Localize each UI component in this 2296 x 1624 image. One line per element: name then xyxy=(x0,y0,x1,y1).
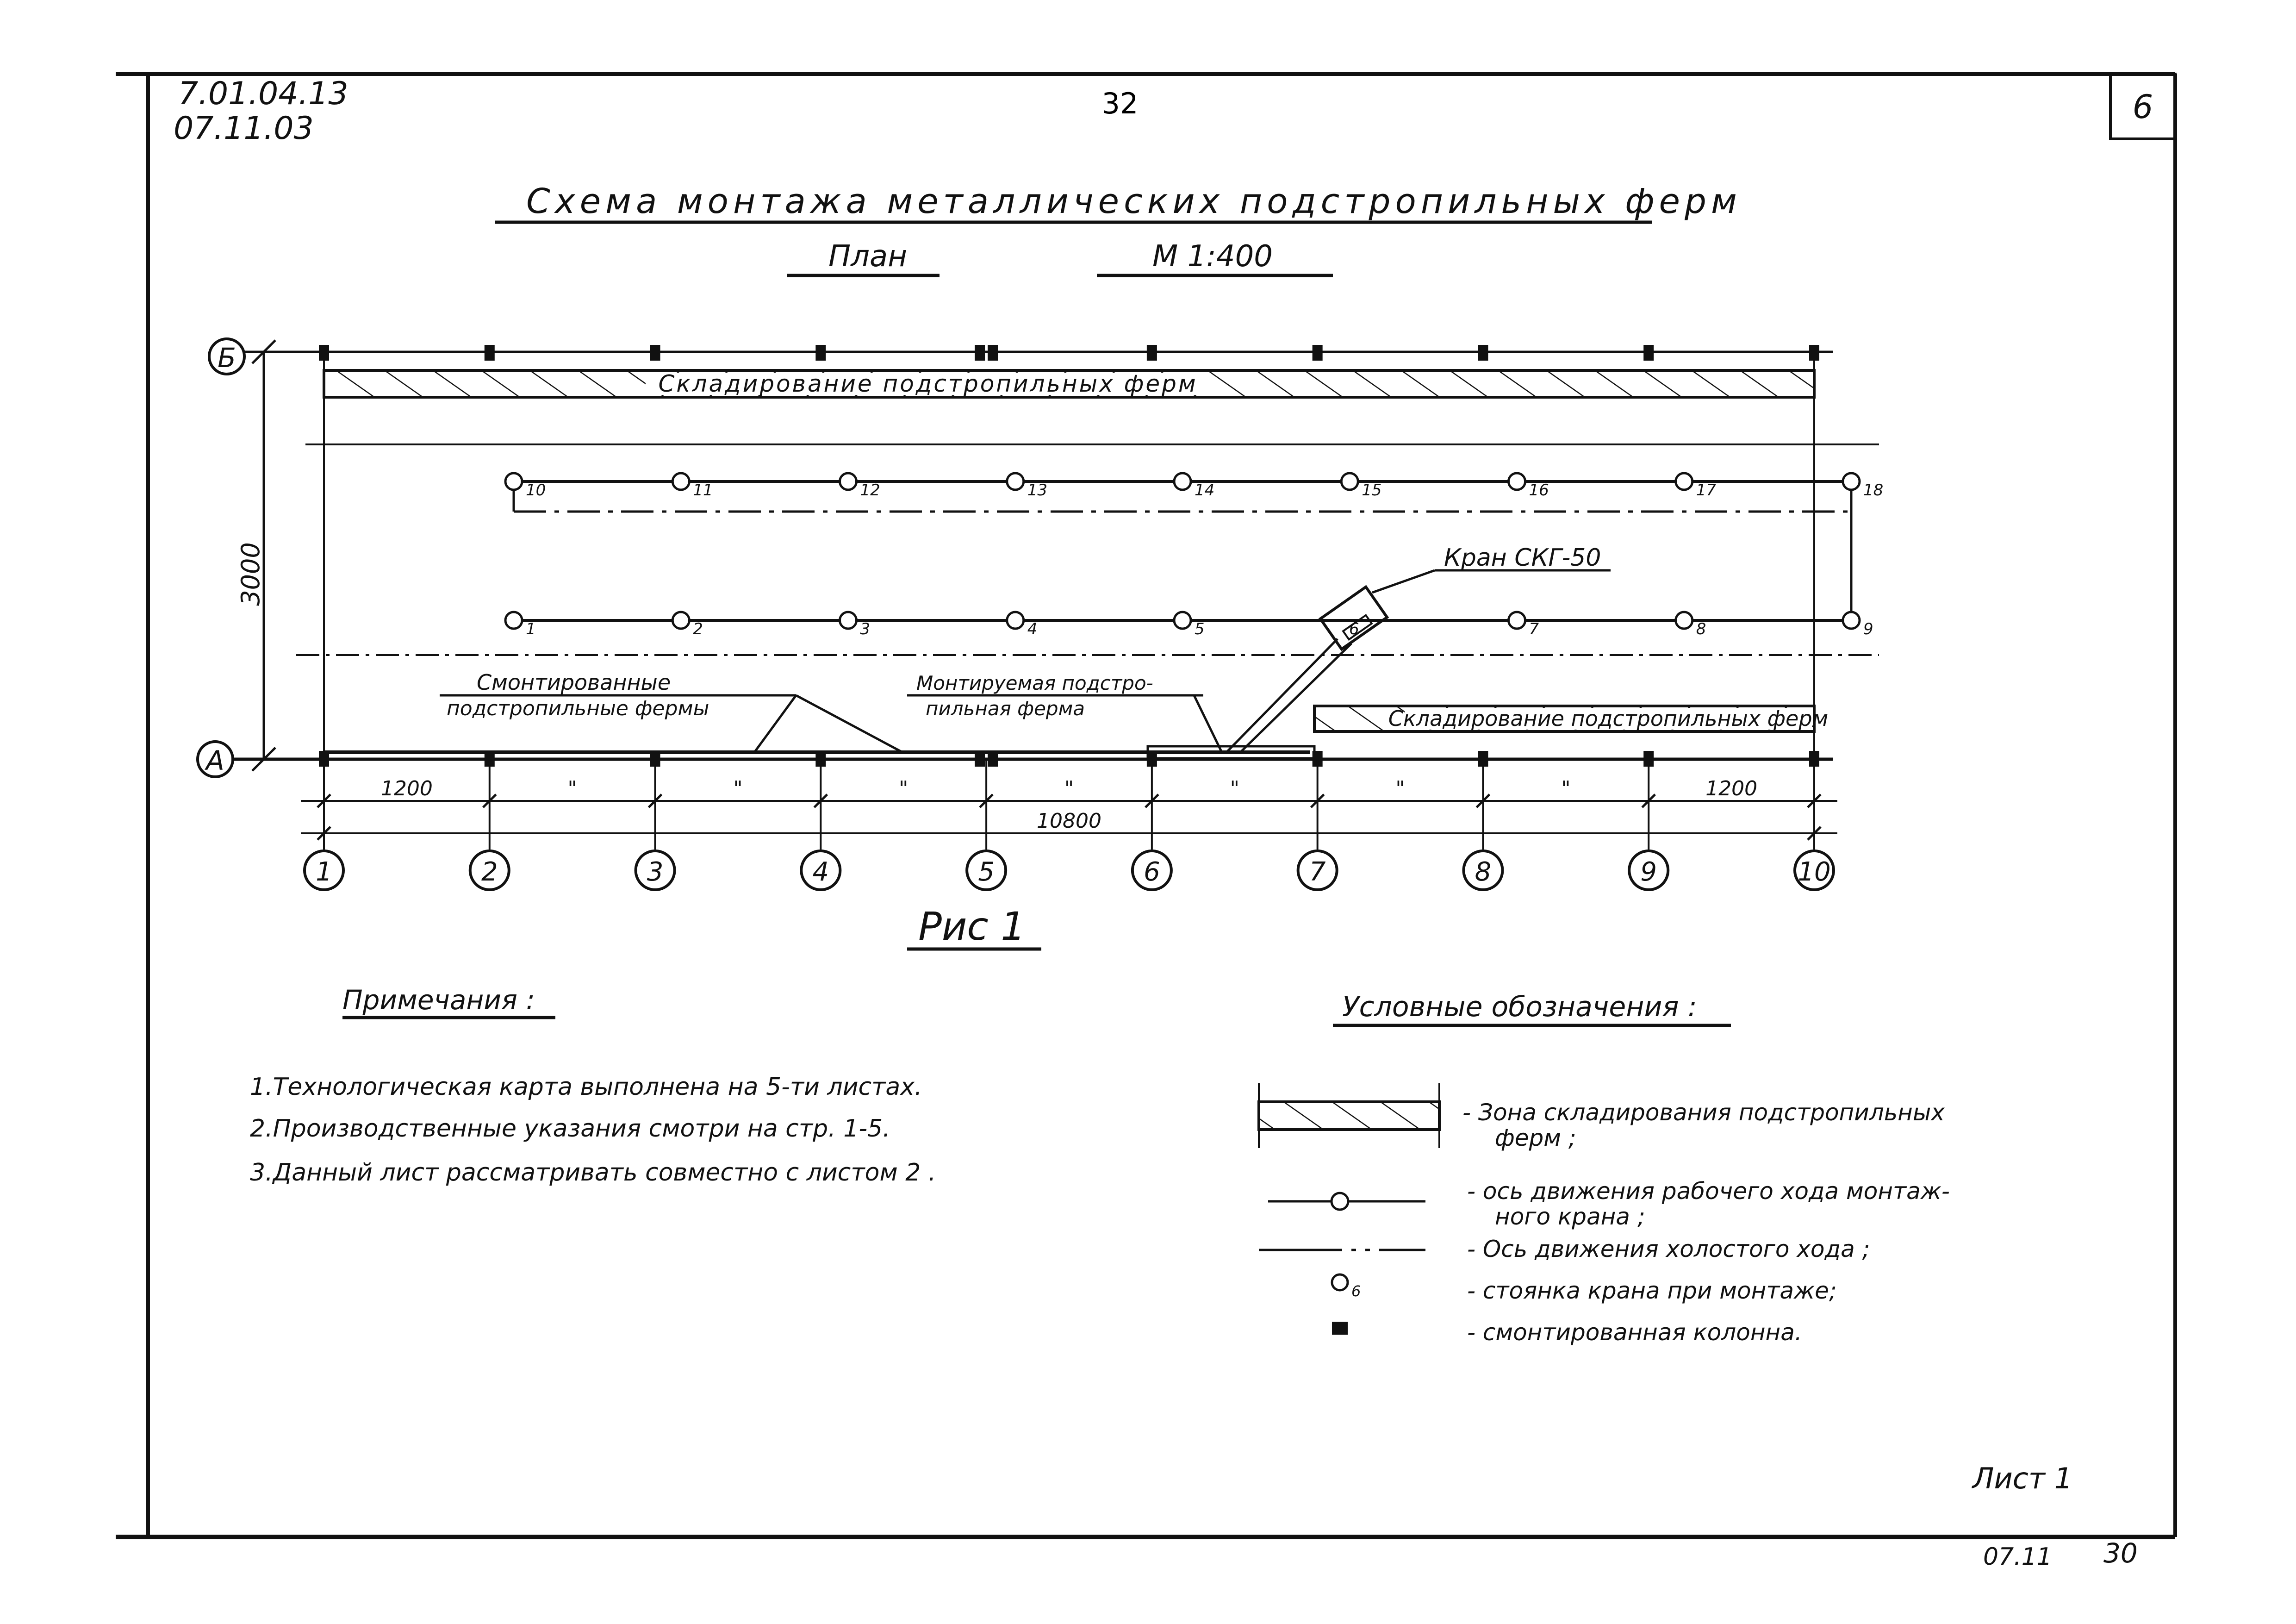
svg-text:- Ось движения холостого хода: - Ось движения холостого хода ; xyxy=(1467,1236,1870,1262)
svg-text:- смонтированная колонна.: - смонтированная колонна. xyxy=(1467,1319,1802,1346)
axis-number: 2 xyxy=(481,857,498,887)
crane-stop xyxy=(1174,473,1191,490)
crane-stop-label: 8 xyxy=(1696,620,1706,638)
footer-number: 30 xyxy=(2103,1537,2138,1569)
crane-stop xyxy=(505,612,522,629)
svg-text:пильная ферма: пильная ферма xyxy=(926,697,1085,720)
crane-stop-label: 4 xyxy=(1027,620,1038,638)
dim-segment-label: 1200 xyxy=(1705,777,1758,800)
mounted-trusses-callout xyxy=(440,670,902,752)
axis-number: 3 xyxy=(647,857,664,887)
notes-title: Примечания : xyxy=(342,984,535,1016)
crane-stops xyxy=(505,473,1883,638)
crane-stop-label: 17 xyxy=(1696,481,1717,500)
drawing-title: Схема монтажа металлических подстропильных ферм xyxy=(526,181,1742,221)
svg-text:6: 6 xyxy=(1351,1282,1361,1300)
mounted-column-b xyxy=(650,345,660,361)
crane-stop-label: 16 xyxy=(1529,481,1549,500)
storage-label-top: Складирование подстропильных ферм xyxy=(658,370,1198,397)
page-number: 32 xyxy=(1101,87,1139,120)
crane-stop xyxy=(840,612,857,629)
dim-segment-label: " xyxy=(1561,777,1571,800)
plan-label: План xyxy=(828,239,908,274)
title-block xyxy=(495,181,1742,275)
footer xyxy=(1972,1462,2138,1571)
dim-segment-label: " xyxy=(567,777,577,800)
crane-stop-label: 3 xyxy=(860,620,871,638)
crane-stop xyxy=(840,473,857,490)
scale-label: М 1:400 xyxy=(1152,239,1273,274)
svg-text:- ось движения рабочего хода м: - ось движения рабочего хода монтаж- xyxy=(1467,1178,1950,1205)
crane-stop-label: 5 xyxy=(1195,620,1205,638)
mounted-column-icon xyxy=(1332,1322,1348,1335)
dim-3000: 3000 xyxy=(236,542,265,606)
figure-caption: Рис 1 xyxy=(918,904,1026,949)
svg-text:А: А xyxy=(206,745,224,776)
crane-stop xyxy=(1341,473,1358,490)
crane-stop xyxy=(672,473,689,490)
axis-number: 7 xyxy=(1309,857,1326,887)
svg-text:6: 6 xyxy=(1349,620,1359,638)
axis-number: 1 xyxy=(316,857,332,887)
sheet-label: Лист 1 xyxy=(1972,1462,2073,1495)
mounting-truss-callout xyxy=(907,672,1222,752)
notes-block xyxy=(250,984,936,1187)
footer-code: 07.11 xyxy=(1983,1543,2052,1571)
dim-segment-label: " xyxy=(1395,777,1405,800)
note-1: 1.Технологическая карта выполнена на 5-ти листах. xyxy=(250,1073,922,1101)
axis-number: 10 xyxy=(1798,857,1831,887)
legend-item-working-path xyxy=(1268,1178,1950,1230)
sheet-frame xyxy=(116,74,2175,1537)
mounted-column-b xyxy=(1313,345,1323,361)
crane-stop-label: 1 xyxy=(526,620,536,638)
mounted-column-b xyxy=(319,345,329,361)
svg-text:Смонтированные: Смонтированные xyxy=(477,670,671,695)
crane-stop xyxy=(1676,473,1692,490)
mounted-column-b xyxy=(988,345,998,361)
crane-stop-label: 2 xyxy=(693,620,703,638)
working-path-icon xyxy=(1268,1193,1425,1210)
svg-text:- Зона складирования подстропи: - Зона складирования подстропильных xyxy=(1462,1099,1945,1126)
svg-text:Монтируемая подстро-: Монтируемая подстро- xyxy=(916,672,1153,694)
dim-segment-label: " xyxy=(1064,777,1074,800)
crane-stop xyxy=(1174,612,1191,629)
axis-number: 5 xyxy=(978,857,995,887)
svg-text:Б: Б xyxy=(218,342,236,374)
mounted-column-b xyxy=(975,345,985,361)
storage-zone-bottom xyxy=(1314,706,1828,731)
crane-stop-label: 7 xyxy=(1529,620,1539,638)
header xyxy=(174,75,2153,147)
mounted-column-b xyxy=(1147,345,1157,361)
storage-zone-top xyxy=(324,370,1814,397)
crane-stop xyxy=(1843,612,1860,629)
crane-stop-label: 18 xyxy=(1863,481,1884,500)
note-2: 2.Производственные указания смотри на стр. 1-5. xyxy=(250,1115,890,1143)
crane-stop xyxy=(1676,612,1692,629)
legend-item-storage xyxy=(1259,1083,1945,1151)
crane-stop xyxy=(672,612,689,629)
svg-text:подстропильные фермы: подстропильные фермы xyxy=(447,697,709,720)
doc-code-line2: 07.11.03 xyxy=(174,110,314,147)
dim-total-label: 10800 xyxy=(1037,809,1101,833)
axis-number: 4 xyxy=(812,857,829,887)
crane-stop xyxy=(505,473,522,490)
mounted-column-b xyxy=(1809,345,1819,361)
dim-segment-label: " xyxy=(899,777,908,800)
crane-stop xyxy=(1007,473,1024,490)
mounted-column-b xyxy=(1478,345,1488,361)
legend-item-idle-path xyxy=(1259,1236,1870,1262)
sheet-number: 6 xyxy=(2132,88,2153,126)
crane-stop-icon xyxy=(1332,1274,1348,1290)
svg-text:ферм ;: ферм ; xyxy=(1495,1124,1576,1151)
crane-stop-label: 11 xyxy=(693,481,713,500)
svg-text:- стоянка крана при монтаже;: - стоянка крана при монтаже; xyxy=(1467,1277,1837,1304)
row-marker-a xyxy=(198,742,233,777)
plan-diagram xyxy=(198,339,1883,949)
mounted-column-b xyxy=(1643,345,1654,361)
crane-stop xyxy=(1007,612,1024,629)
crane-stop-label: 10 xyxy=(526,481,546,500)
legend-item-crane-stop xyxy=(1332,1274,1837,1304)
note-3: 3.Данный лист рассматривать совместно с листом 2 . xyxy=(250,1159,936,1187)
legend-item-mounted-column xyxy=(1332,1319,1802,1346)
axis-number: 8 xyxy=(1475,857,1492,887)
crane-stop xyxy=(1509,473,1525,490)
dim-segment-label: 1200 xyxy=(380,777,433,800)
crane-label: Кран СКГ-50 xyxy=(1444,544,1601,572)
horizontal-dimensions xyxy=(301,777,1837,840)
axis-number: 9 xyxy=(1640,857,1657,887)
row-marker-b xyxy=(209,339,324,374)
dim-segment-label: " xyxy=(733,777,743,800)
dim-segment-label: " xyxy=(1230,777,1239,800)
crane-stop-label: 14 xyxy=(1195,481,1215,500)
mounted-column-b xyxy=(485,345,495,361)
svg-text:ного крана ;: ного крана ; xyxy=(1495,1203,1645,1230)
crane-stop-label: 15 xyxy=(1362,481,1382,500)
crane-stop xyxy=(1843,473,1860,490)
storage-label-bottom: Складирование подстропильных ферм xyxy=(1388,706,1829,731)
doc-code-line1: 7.01.04.13 xyxy=(178,75,348,112)
legend-block xyxy=(1259,991,1950,1346)
crane-stop-label: 12 xyxy=(860,481,880,500)
mounted-column-b xyxy=(815,345,826,361)
crane-stop xyxy=(1509,612,1525,629)
crane-stop-label: 13 xyxy=(1027,481,1048,500)
legend-title: Условные обозначения : xyxy=(1342,991,1697,1023)
vertical-dimension xyxy=(236,340,275,771)
crane-stop-label: 9 xyxy=(1863,620,1873,638)
hatched-zone-icon xyxy=(1259,1102,1439,1130)
axis-number: 6 xyxy=(1144,857,1160,887)
